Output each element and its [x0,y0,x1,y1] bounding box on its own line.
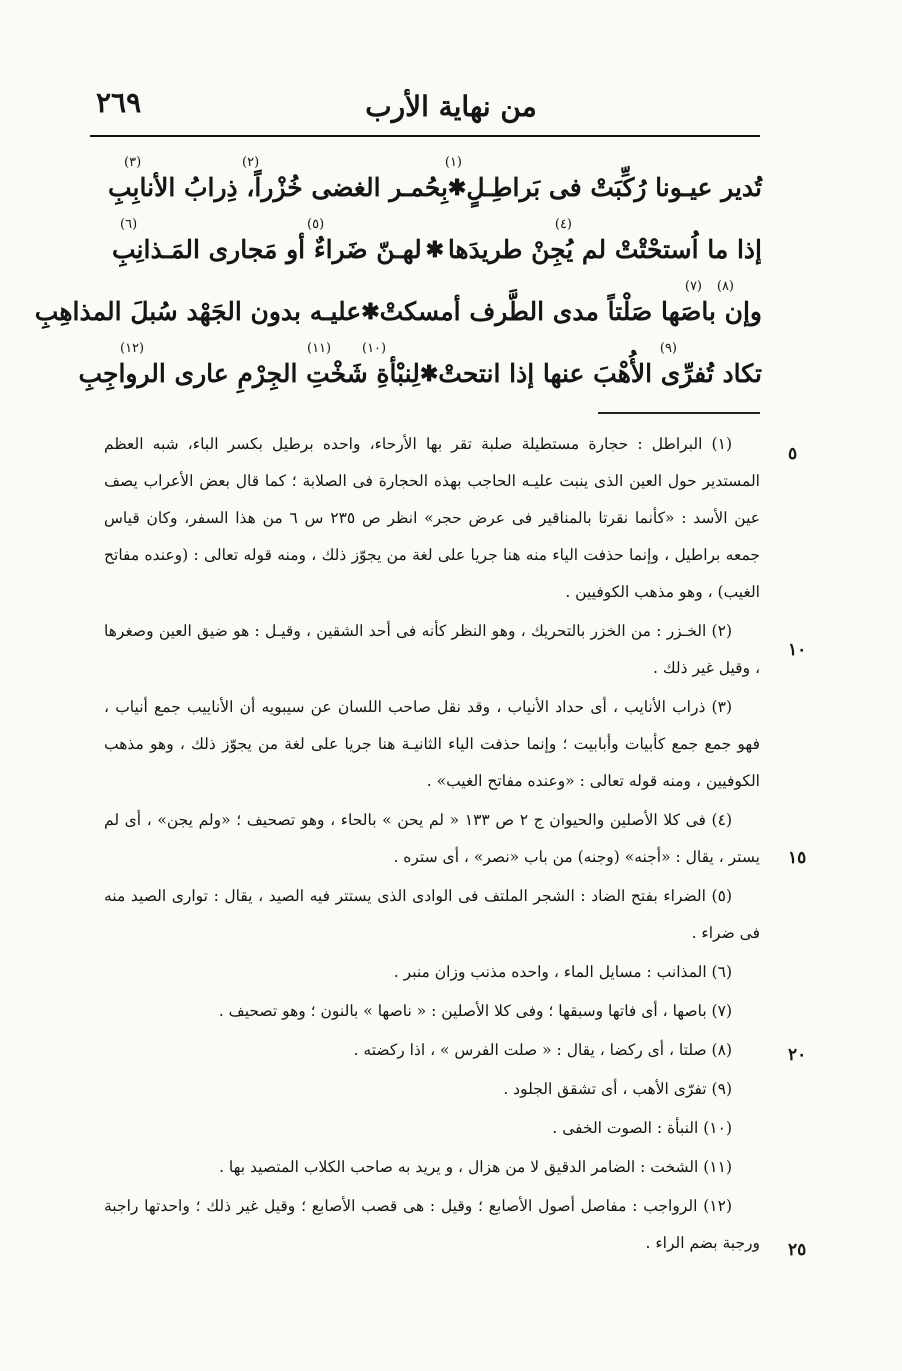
footnote: (١٢) الرواجب : مفاصل أصول الأصابع ؛ وقيل : هى قصب الأصابع ؛ وقيل غير ذلك ؛ واحدتها راجبة ورجبة بضم الراء . [104,1197,760,1252]
first-hemistich: تُدير عيـونا رُكِّبَتْ فى بَراطِـلٍ [466,173,762,202]
star-separator: ✱ [419,360,439,387]
line-number: ١٠ [788,640,807,660]
star-separator: ✱ [425,236,444,263]
footnote: (١) البراطل : حجارة مستطيلة صلبة تقر بها الأرحاء، واحده برطيل بكسر الباء، شبه العظم المستدير حول العين الذى ينبت عليـه الحاجب بهذه الحجارة فى الصلابة ؛ كما قال بعض الأعراب يصف عين الأسد : «كأنما نقرتا بالمناقير فى عرض حجر» انظر ص ٢٣٥ س ٦ من هذا السفر، وكان قياس جمعه براطيل ، وإنما حذفت الياء منه هنا جريا على لغة من يجوّز ذلك ، ومنه قوله تعالى : (وعنده مفاتح الغيب) ، وهو مذهب الكوفيين . [104,435,760,601]
footnote-marker: (١٢) [120,341,145,356]
line-number: ٥ [788,444,798,464]
footnote-marker: (١) [444,155,462,170]
footnote-marker: (٧) [684,279,702,294]
footnote-marker: (٢) [242,155,260,170]
footnote-marker: (٩) [659,341,677,356]
star-separator: ✱ [447,174,467,201]
running-title: من نهاية الأرب [365,90,537,123]
verse-markers [112,279,762,299]
footnote: (٥) الضراء بفتح الضاد : الشجر الملتف فى الوادى الذى يستتر فيه الصيد ، يقال : توارى الصيد منه فى ضراء . [104,887,760,942]
footnote: (٤) فى كلا الأصلين والحيوان ج ٢ ص ١٣٣ « لم يحن » بالحاء ، وهو تصحيف ؛ «ولم يجن» ، أى لم يستر ، يقال : «أجنه» (وجنه) من باب «نصر» ، أى ستره . [104,811,760,866]
footnote-marker: (٣) [124,155,142,170]
verse-line [112,235,762,264]
footnote-marker: (١٠) [362,341,387,356]
footnote: (٨) صلتا ، أى ركضا ، يقال : « صلت الفرس » ، اذا ركضته . [353,1041,732,1059]
footnote: (٢) الخـزر : من الخزر بالتحريك ، وهو النظر كأنه فى أحد الشقين ، وقيـل : هو ضيق العين وصغرها ، وقيل غير ذلك . [104,622,760,677]
poem [34,155,762,403]
line-number: ٢٠ [788,1045,807,1065]
verse-markers [112,217,762,237]
footnotes [104,426,760,1264]
footnote-marker: (٤) [554,217,572,232]
line-number: ٢٥ [788,1240,807,1260]
star-separator: ✱ [361,298,380,325]
second-hemistich: لِنبْأةِ شَخْتِ الجِرْمِ عارى الرواجِبِ [78,359,420,388]
page-number: ٢٦٩ [96,86,142,119]
footnote: (٩) تفرّى الأهب ، أى تشقق الجلود . [503,1080,732,1098]
second-hemistich: عليـه بدون الجَهْد سُبلَ المذاهِبِ [34,297,362,326]
verse-line [78,359,762,388]
footnote: (١٠) النبأة : الصوت الخفى . [552,1119,732,1137]
footnote-marker: (٥) [307,217,325,232]
second-hemistich: لهـنّ ضَراءٌ أو مَجارى المَـذانِبِ [112,235,422,264]
line-number: ١٥ [788,848,807,868]
first-hemistich: إذا ما اُستحْتْتْ لم يُجِنْ طريدَها [447,235,762,264]
footnote-marker: (٨) [716,279,734,294]
footnote: (٧) باصها ، أى فاتها وسبقها ؛ وفى كلا الأصلين : « ناصها » بالنون ؛ وهو تصحيف . [218,1002,732,1020]
footnote: (١١) الشخت : الضامر الدقيق لا من هزال ، و يريد به صاحب الكلاب المتصيد بها . [219,1158,732,1176]
verse-markers [112,341,762,361]
footnote: (٦) المذانب : مسايل الماء ، واحده مذنب وزان منبر . [393,963,732,981]
footnote: (٣) ذراب الأنايب ، أى حداد الأنياب ، وقد نقل صاحب اللسان عن سيبويه أن الأناييب جمع أنياب ، فهو جمع جمع كأبيات وأبابيت ؛ وإنما حذفت الياء الثانيـة هنا جريا على لغة من يجوّز ذلك ، وهو مذهب الكوفيين ، ومنه قوله تعالى : «وعنده مفاتح الغيب» . [104,698,760,790]
header-rule [90,135,760,137]
verse [107,155,762,217]
verse-line [107,173,762,202]
second-hemistich: بِحُمـر الغضى خُزْراً، ذِرابُ الأنابِبِ [107,173,448,202]
verse-line [34,297,762,326]
footnote-marker: (١١) [307,341,332,356]
verse [34,279,762,341]
footnote-marker: (٦) [120,217,138,232]
first-hemistich: تكاد تُفرِّى الأُهْبَ عنها إذا انتحتْ [438,359,762,388]
verse [112,217,762,279]
footnote-rule [598,412,760,414]
verse [78,341,762,403]
verse-markers [112,155,762,175]
first-hemistich: وإن باصَها صَلْتاً مدى الطَّرف أمسكتْ [379,297,762,326]
